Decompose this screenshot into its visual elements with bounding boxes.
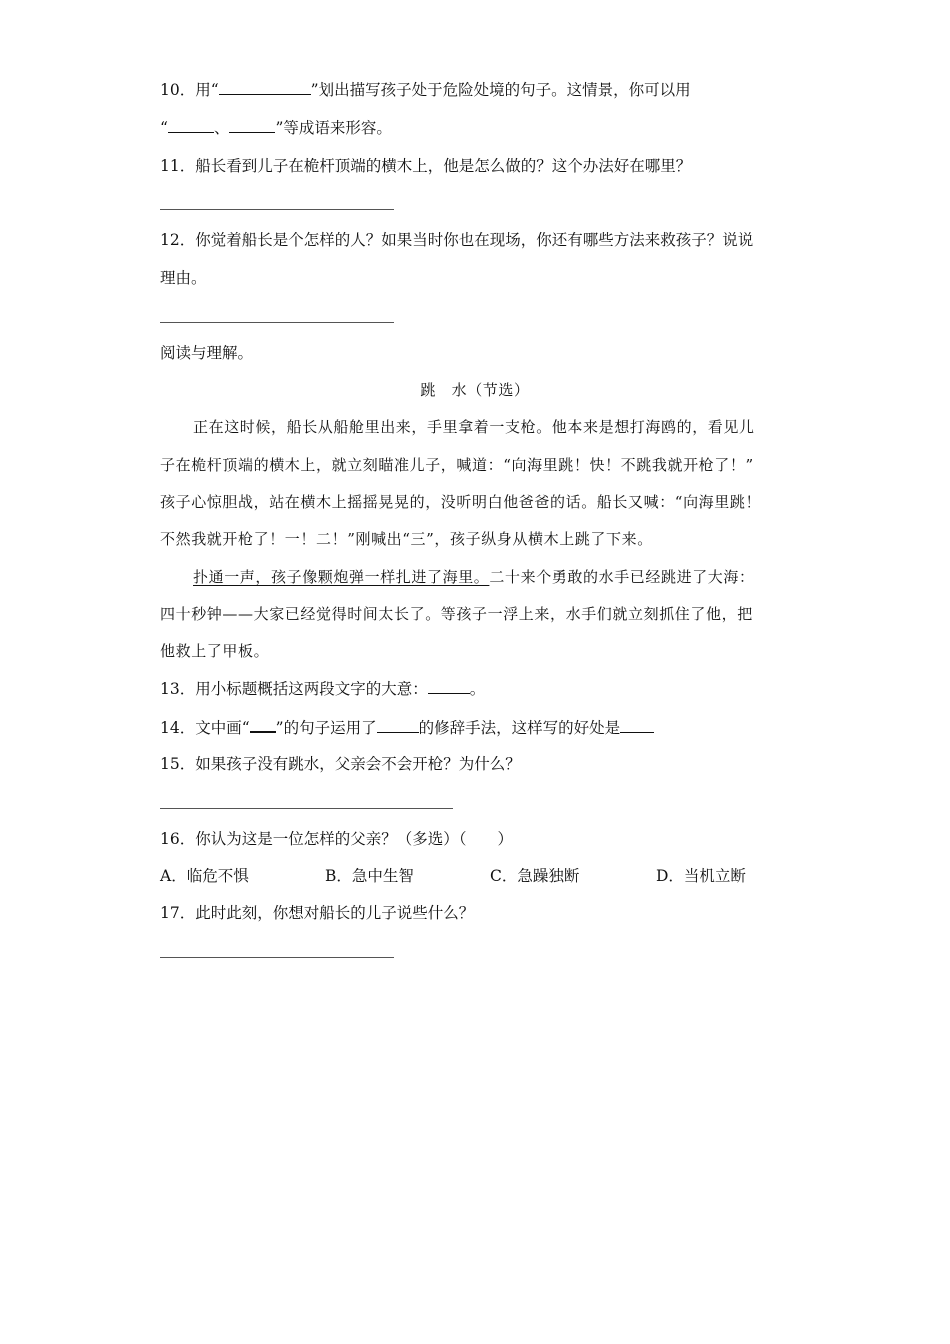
answer-blank[interactable] bbox=[377, 718, 419, 733]
passage-p1-line2: 子在桅杆顶端的横木上，就立刻瞄准儿子，喊道：“向海里跳！快！不跳我就开枪了！” bbox=[160, 456, 754, 474]
passage-p2-line3: 他救上了甲板。 bbox=[160, 642, 270, 660]
answer-blank[interactable] bbox=[219, 80, 311, 95]
answer-line-11[interactable] bbox=[160, 209, 394, 210]
answer-line-12[interactable] bbox=[160, 322, 394, 323]
question-13: 13．用小标题概括这两段文字的大意： 。 bbox=[160, 680, 486, 698]
answer-blank[interactable] bbox=[620, 718, 654, 733]
answer-blank[interactable] bbox=[428, 679, 470, 694]
question-17: 17．此时此刻，你想对船长的儿子说些什么？ bbox=[160, 904, 475, 922]
question-10-line2: “ 、 ”等成语来形容。 bbox=[160, 119, 392, 137]
underlined-sentence: 扑通一声，孩子像颗炮弹一样扎进了海里。 bbox=[193, 568, 490, 586]
question-10-line1: 10．用“ ”划出描写孩子处于危险处境的句子。这情景，你可以用 bbox=[160, 81, 691, 99]
option-a[interactable]: A．临危不惧 bbox=[160, 867, 249, 885]
answer-blank[interactable] bbox=[229, 118, 275, 133]
underline-sample bbox=[250, 717, 276, 733]
answer-blank[interactable] bbox=[168, 118, 214, 133]
question-15: 15．如果孩子没有跳水，父亲会不会开枪？为什么？ bbox=[160, 755, 521, 773]
option-b[interactable]: B．急中生智 bbox=[325, 867, 414, 885]
passage-p1-line3: 孩子心惊胆战，站在横木上摇摇晃晃的，没听明白他爸爸的话。船长又喊：“向海里跳！ bbox=[160, 493, 762, 511]
question-11: 11．船长看到儿子在桅杆顶端的横木上，他是怎么做的？这个办法好在哪里？ bbox=[160, 157, 692, 175]
option-d[interactable]: D．当机立断 bbox=[656, 867, 746, 885]
option-c[interactable]: C．急躁独断 bbox=[490, 867, 580, 885]
passage-p2-line2: 四十秒钟——大家已经觉得时间太长了。等孩子一浮上来，水手们就立刻抓住了他，把 bbox=[160, 605, 753, 623]
answer-line-17[interactable] bbox=[160, 957, 394, 958]
question-14: 14．文中画“ ”的句子运用了 的修辞手法，这样写的好处是 bbox=[160, 717, 800, 738]
section-heading: 阅读与理解。 bbox=[160, 344, 254, 362]
passage-title: 跳 水（节选） bbox=[420, 381, 530, 399]
question-16: 16．你认为这是一位怎样的父亲？（多选）（ ） bbox=[160, 830, 513, 848]
answer-line-15[interactable] bbox=[160, 808, 453, 809]
passage-p2-line1: 扑通一声，孩子像颗炮弹一样扎进了海里。二十来个勇敢的水手已经跳进了大海： bbox=[193, 568, 755, 586]
question-12-line2: 理由。 bbox=[160, 269, 207, 287]
question-12-line1: 12．你觉着船长是个怎样的人？如果当时你也在现场，你还有哪些方法来救孩子？说说 bbox=[160, 231, 754, 249]
passage-p1-line1: 正在这时候，船长从船舱里出来，手里拿着一支枪。他本来是想打海鸥的，看见儿 bbox=[193, 418, 755, 436]
passage-p1-line4: 不然我就开枪了！一！二！”刚喊出“三”，孩子纵身从横木上跳了下来。 bbox=[160, 530, 653, 548]
